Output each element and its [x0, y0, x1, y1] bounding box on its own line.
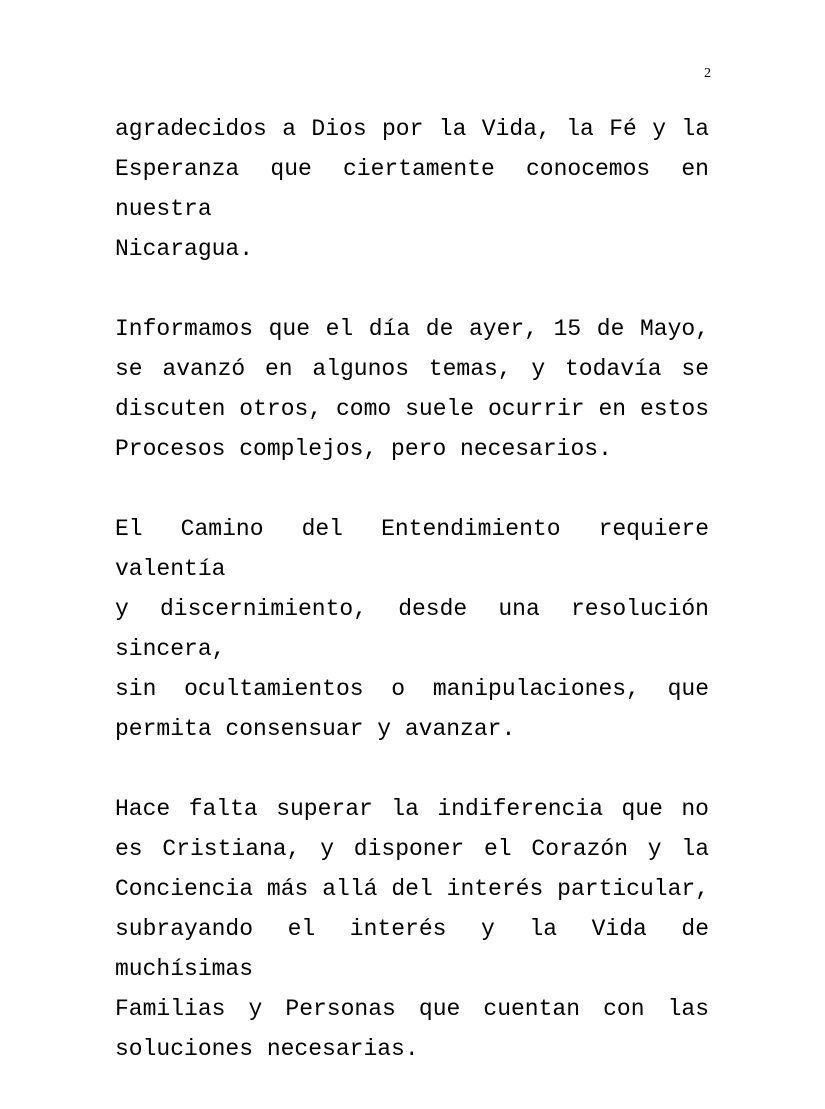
- text-line: Esperanza que ciertamente conocemos en nuestra: [115, 156, 709, 222]
- text-line: soluciones necesarias.: [115, 1036, 419, 1062]
- text-line: Nicaragua.: [115, 236, 254, 262]
- text-line: Informamos que el día de ayer, 15 de Mayo,: [115, 316, 709, 342]
- text-line: Hace falta superar la indiferencia que no: [115, 796, 709, 822]
- text-line: se avanzó en algunos temas, y todavía se: [115, 356, 709, 382]
- text-line: El Camino del Entendimiento requiere valentía: [115, 516, 709, 582]
- page-number: 2: [704, 66, 711, 81]
- text-line: subrayando el interés y la Vida de muchísimas: [115, 916, 709, 982]
- text-line: Conciencia más allá del interés particular,: [115, 876, 709, 902]
- text-line: permita consensuar y avanzar.: [115, 716, 516, 742]
- paragraph-4: [115, 789, 709, 1069]
- text-line: Familias y Personas que cuentan con las: [115, 996, 709, 1022]
- paragraph-3: [115, 509, 709, 749]
- text-line: y discernimiento, desde una resolución sincera,: [115, 596, 709, 662]
- text-line: es Cristiana, y disponer el Corazón y la: [115, 836, 709, 862]
- paragraph-1: [115, 109, 709, 269]
- document-body: [115, 109, 709, 1109]
- text-line: Procesos complejos, pero necesarios.: [115, 436, 612, 462]
- paragraph-2: [115, 309, 709, 469]
- text-line: sin ocultamientos o manipulaciones, que: [115, 676, 709, 702]
- text-line: agradecidos a Dios por la Vida, la Fé y la: [115, 116, 709, 142]
- text-line: discuten otros, como suele ocurrir en estos: [115, 396, 709, 422]
